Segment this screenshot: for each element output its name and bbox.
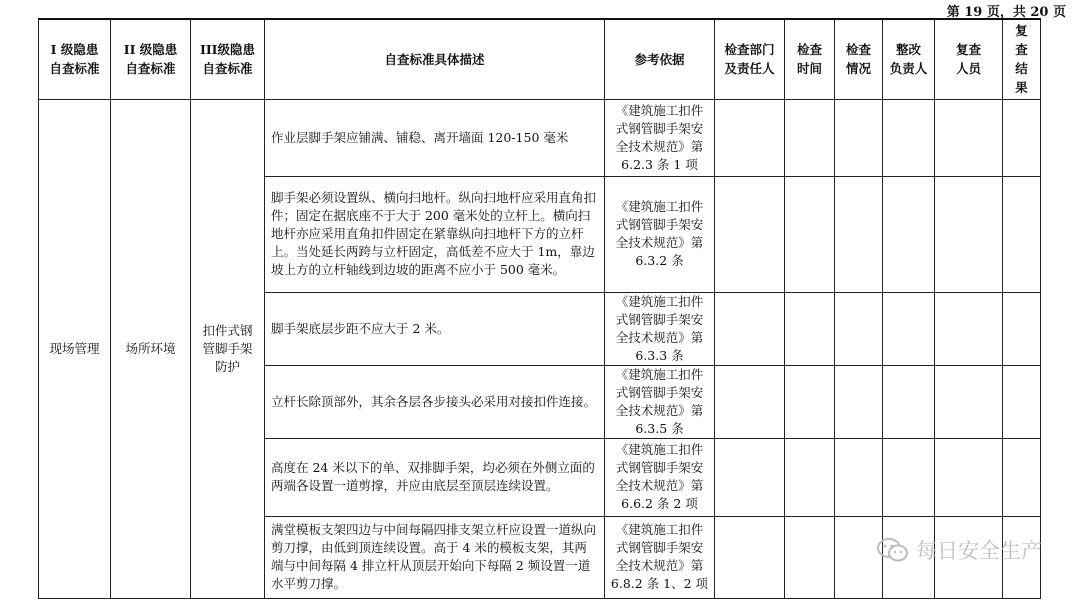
cell-reviewer [935,365,1003,438]
header-owner [883,19,935,99]
row-basis-text: 《建筑施工扣件 式钢管脚手架安 全技术规范》第 6.6.2 条 2 项 [615,442,704,511]
cell-status [835,365,883,438]
row-description: 满堂模板支架四边与中间每隔四排支架立杆应设置一道纵向剪刀撑，由低到顶连续设置。高于 4 米的模板支架，其两端与中间每隔 4 排立杆从顶层开始向下每隔 2 频设置一道水平剪刀撑。 [265,516,605,598]
level3-value [191,99,265,598]
header-row [39,19,1041,99]
row-basis [605,292,715,365]
header-time [785,19,835,99]
header-status [835,19,883,99]
header-reviewer-text: 复查 人员 [955,42,981,77]
cell-time [785,516,835,598]
cell-dept [715,176,785,292]
cell-dept [715,438,785,516]
level2-value: 场所环境 [111,99,191,598]
watermark-text: 每日安全生产 [916,539,1042,563]
row-description: 作业层脚手架应铺满、铺稳、离开墙面 120-150 毫米 [265,99,605,176]
header-level2-text: II 级隐患 自查标准 [123,42,178,77]
row-basis-text: 《建筑施工扣件 式钢管脚手架安 全技术规范》第 6.3.3 条 [615,293,704,363]
header-description: 自查标准具体描述 [265,19,605,99]
row-description: 高度在 24 米以下的单、双排脚手架，均必须在外侧立面的两端各设置一道剪撑，并应由底层至顶层连续设置。 [265,438,605,516]
row-basis-text: 《建筑施工扣件 式钢管脚手架安 全技术规范》第 6.8.2 条 1、2 项 [610,522,709,591]
header-dept-text: 检查部门 及责任人 [724,42,775,77]
table-row [39,99,1041,176]
header-level1 [39,19,111,99]
cell-reviewer [935,176,1003,292]
page-number: 第 19 页，共 20 页 [946,5,1066,20]
row-basis [605,365,715,438]
cell-time [785,99,835,176]
cell-owner [883,292,935,365]
header-level2 [111,19,191,99]
cell-result [1003,365,1041,438]
cell-dept [715,292,785,365]
row-basis-text: 《建筑施工扣件 式钢管脚手架安 全技术规范》第 6.3.2 条 [615,199,704,268]
cell-status [835,176,883,292]
header-result-text: 复 查 结 果 [1015,23,1028,96]
cell-reviewer [935,99,1003,176]
cell-result [1003,99,1041,176]
row-description: 脚手架必须设置纵、横向扫地杆。纵向扫地杆应采用直角扣件；固定在据底座不于大于 200 毫米处的立杆上。横向扫地杆亦应采用直角扣件固定在紧靠纵向扫地杆下方的立杆上。当处延长两跨与立杆固定，高低差不应大于 1m，靠边坡上方的立杆轴线到边坡的距离不应小于 500 毫米。 [265,176,605,292]
header-owner-text: 整改 负责人 [889,42,928,77]
cell-dept [715,99,785,176]
cell-time [785,365,835,438]
cell-reviewer [935,438,1003,516]
level3-value-text: 扣件式钢 管脚手架 防护 [202,322,253,374]
header-reviewer [935,19,1003,99]
row-basis-text: 《建筑施工扣件 式钢管脚手架安 全技术规范》第 6.2.3 条 1 项 [615,102,704,172]
cell-time [785,292,835,365]
cell-status [835,438,883,516]
row-description: 立杆长除顶部外，其余各层各步接头必采用对接扣件连接。 [265,365,605,438]
row-description: 脚手架底层步距不应大于 2 米。 [265,292,605,365]
header-basis: 参考依据 [605,19,715,99]
row-basis [605,516,715,598]
header-level1-text: I 级隐患 自查标准 [49,42,100,77]
row-basis-text: 《建筑施工扣件 式钢管脚手架安 全技术规范》第 6.3.5 条 [615,366,704,436]
cell-dept [715,516,785,598]
row-basis [605,438,715,516]
header-dept [715,19,785,99]
wechat-icon [876,537,910,563]
header-result [1003,19,1041,99]
row-basis [605,99,715,176]
cell-result [1003,292,1041,365]
cell-result [1003,438,1041,516]
cell-owner [883,176,935,292]
cell-reviewer [935,292,1003,365]
cell-result [1003,176,1041,292]
watermark [876,535,1042,565]
header-level3-text: III级隐患 自查标准 [199,42,256,77]
level1-value: 现场管理 [39,99,111,598]
row-basis [605,176,715,292]
cell-owner [883,99,935,176]
cell-owner [883,365,935,438]
header-status-text: 检查 情况 [845,42,871,77]
cell-owner [883,438,935,516]
cell-status [835,292,883,365]
inspection-table [38,18,1041,599]
cell-time [785,438,835,516]
cell-status [835,99,883,176]
header-time-text: 检查 时间 [796,42,822,77]
header-level3 [191,19,265,99]
cell-time [785,176,835,292]
cell-dept [715,365,785,438]
